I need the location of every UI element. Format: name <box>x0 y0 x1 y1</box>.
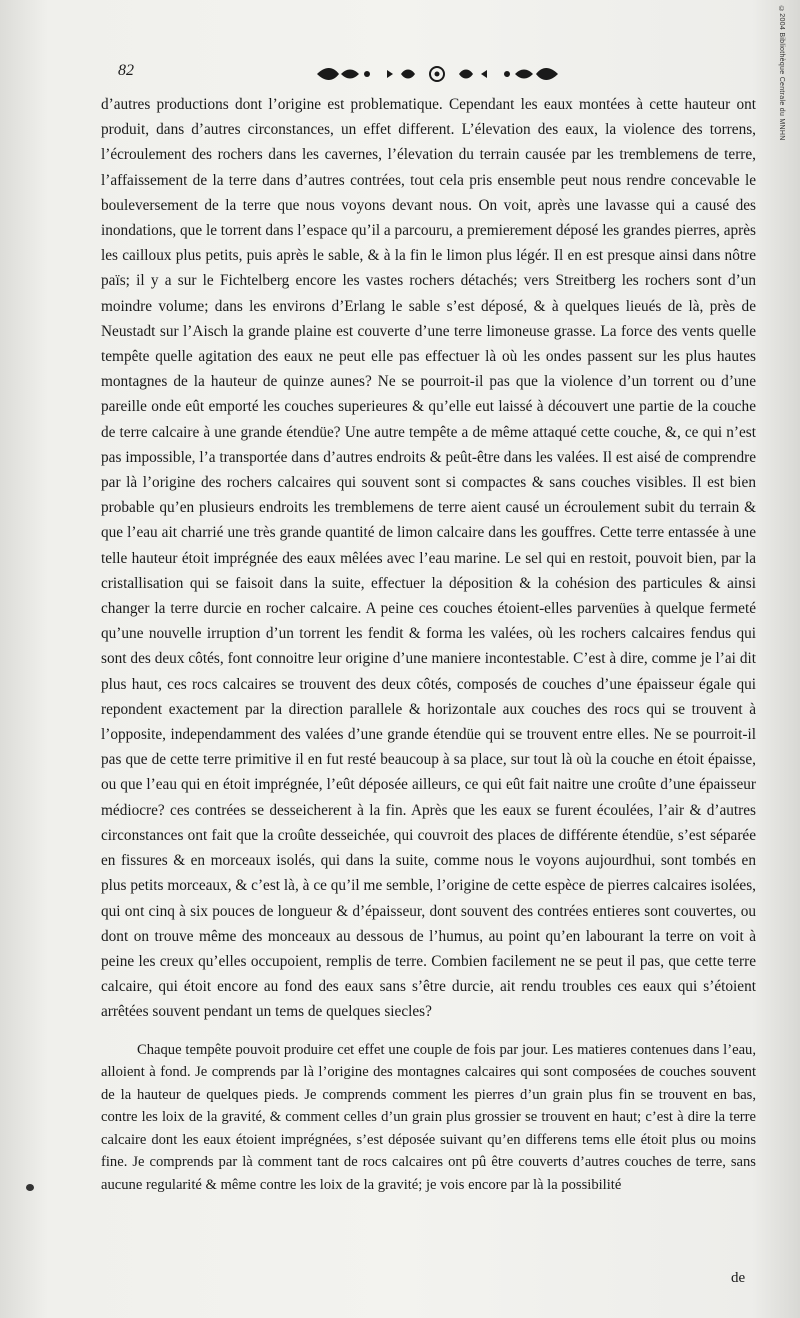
library-stamp: ©2004 Bibliothèque Centrale du MNHN <box>778 6 785 141</box>
catchword: de <box>731 1270 746 1286</box>
page-body <box>101 92 756 1197</box>
ink-spot-icon <box>26 1184 34 1191</box>
paragraph-1: d’autres productions dont l’origine est problematique. Cependant les eaux montées à cette hauteur ont produit, dans d’autres circonstances, un effet different. L’élevation des eaux, la violence des torrens, l’écroulement des rochers dans les cavernes, l’élevation du terrain causée par les tremblemens de terre, l’affaissement de la terre dans d’autres contrées, tout cela pris ensemble peut nous rendre concevable le bouleversement de la terre que nous voyons devant nous. On voit, après une lavasse qui a causé des inondations, que le torrent dans l’espace qu’il a parcouru, a premierement déposé les grandes pierres, après les cailloux plus petits, puis après le sable, & à la fin le limon plus légér. Il en est presque ainsi dans nôtre païs; il y a sur le Fichtelberg encore les vastes rochers détachés; vers Streitberg les rochers sont d’un moindre volume; dans les environs d’Erlang le sable s’est déposé, & à quelques lieués de là, près de Neustadt sur l’Aisch la grande plaine est couverte d’une terre limoneuse grasse. La force des vents quelle tempête quelle agitation des eaux ne peut elle pas effectuer là où les ondes passent sur les plus hautes montagnes de la hauteur de quinze aunes? Ne se pourroit-il pas que la violence d’un torrent ou d’une pareille onde eût emporté les couches superieures & qu’elle eut laissé à découvert une partie de la couche de terre calcaire à une grande étendüe? Une autre tempête a de même attaqué cette couche, &, ce qui n’est pas impossible, l’a transportée dans d’autres endroits & peût-être dans les valées. Il est aisé de comprendre par là l’origine des rochers calcaires qui souvent sont si compactes & sans couches visibles. Il est bien probable qu’en plusieurs endroits les tremblemens de terre aient causé un écroulement subit du terrain & que l’eau ait charrié une très grande quantité de limon calcaire dans les gouffres. Cette terre entassée à une telle hauteur étoit imprégnée des eaux mêlées avec l’eau marine. Le sel qui en restoit, pouvoit bien, par la cristallisation qui se faisoit dans la suite, effectuer la déposition & la cohésion des particules & ainsi changer la terre durcie en rocher calcaire. A peine ces couches étoient-elles parvenües à quelque fermeté qu’une nouvelle irruption d’un torrent les fendit & forma les valées, où les rochers calcaires fendus qui sont des deux côtés, font connoitre leur origine d’une maniere incontestable. C’est à dire, comme je l’ai dit plus haut, ces rocs calcaires se trouvent des deux côtés, composés de couches d’une épaisseur égale qui repondent exactement par la direction parallele & horizontale aux couches des rocs qui se trouvent à l’opposite, independamment des valées d’une grande étendüe qui se trouvent entre elles. Ne se pourroit-il pas que de cette terre primitive il en fut resté beaucoup à sa place, sur tout là où la couche en étoit épaisse, ou que l’eau qui en étoit imprégnée, l’eût déposée ailleurs, ce qui eût fait naitre une croûte d’une épaisseur médiocre? ces contrées se desseicherent à la fin. Après que les eaux se furent écoulées, l’air & d’autres circonstances ont fait que la croûte desseichée, qui couvroit des places de différente étendüe, s’est séparée en fissures & en morceaux isolés, qui dans la suite, comme nous le voyons aujourdhui, sont tombés en plus petits morceaux, & c’est là, à ce qu’il me semble, l’origine de cette espèce de pierres calcaires isolées, qui ont cinq à six pouces de longueur & d’épaisseur, dont souvent des contrées entieres sont couvertes, ou dont on trouve même des monceaux au dessous de l’humus, au point qu’en labourant la terre on voit à peine les creux qu’elles occupoient, remplis de terre. Combien facilement ne se peut il pas, que cette terre calcaire, qui étoit encore au fond des eaux sans s’être durcie, ait rendu troubles ces eaux qui s’étoient arrêtées souvent pendant un tems de quelques siecles? <box>101 96 756 1021</box>
paragraph-2: Chaque tempête pouvoit produire cet effet une couple de fois par jour. Les matieres contenues dans l’eau, alloient à fond. Je comprends par là l’origine des montagnes calcaires qui sont composées de couches souvent de la hauteur de quelques pieds. Je comprends comment les pierres d’un grain plus fin se trouvent en bas, contre les loix de la gravité, & comment celles d’un grain plus grossier se trouvent en haut; c’est à dire la terre calcaire dont les eaux étoient imprégnées, s’est déposée suivant qu’en differens tems elle étoit plus ou moins fine. Je comprends par là comment tant de rocs calcaires ont pû être couverts d’autres couches de terre, sans aucune regularité & même contre les loix de la gravité; je vois encore par là la possibilité <box>101 1041 756 1194</box>
page-number: 82 <box>118 62 134 79</box>
fleuron-ornament-icon <box>315 64 560 84</box>
page-header <box>110 62 760 86</box>
